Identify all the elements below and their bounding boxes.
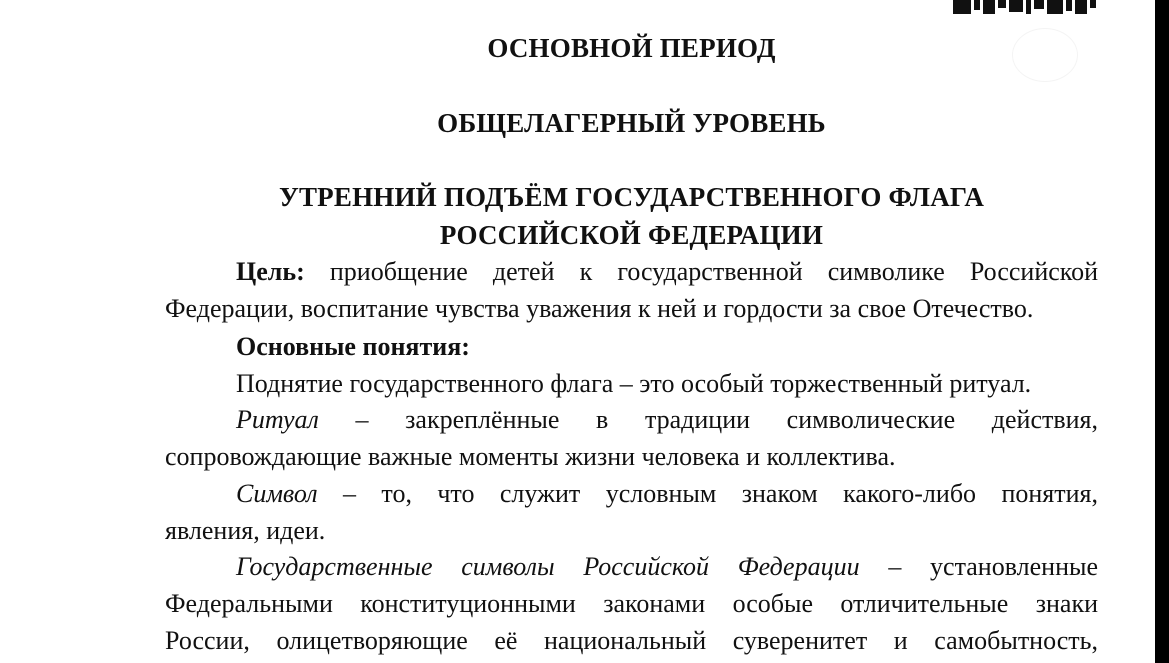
heading-period: ОСНОВНОЙ ПЕРИОД [487, 33, 776, 63]
flag-ritual-paragraph [165, 365, 1098, 402]
state-symbols-line-1 [165, 548, 1098, 585]
heading-level: ОБЩЕЛАГЕРНЫЙ УРОВЕНЬ [437, 108, 826, 138]
symbol-term: Символ [236, 479, 318, 508]
goal-line-2: Федерации, воспитание чувства уважения к ней и гордости за свое Отечество. [165, 294, 1034, 323]
state-symbols-paragraph [165, 548, 1098, 659]
ritual-paragraph [165, 401, 1098, 475]
state-symbols-line-2: Федеральными конституционными законами особые отличительные знаки [165, 589, 1098, 618]
scan-edge-border [1155, 0, 1169, 663]
goal-paragraph [165, 253, 1098, 327]
heading-title-line2: РОССИЙСКОЙ ФЕДЕРАЦИИ [439, 220, 824, 250]
state-symbols-text-1: – установленные [859, 552, 1098, 581]
state-symbols-line-3: России, олицетворяющие её национальный суверенитет и самобытность, [165, 626, 1098, 655]
symbol-text-1: – то, что служит условным знаком какого-либо понятия, [317, 479, 1098, 508]
flag-ritual-text: Поднятие государственного флага – это особый торжественный ритуал. [236, 369, 1032, 398]
concepts-heading: Основные понятия: [236, 332, 470, 361]
goal-label: Цель: [236, 257, 305, 286]
goal-line-1 [165, 253, 1098, 290]
ritual-text-1: – закреплённые в традиции символические действия, [318, 405, 1098, 434]
symbol-paragraph [165, 475, 1098, 549]
ritual-line-2: сопровождающие важные моменты жизни человека и коллектива. [165, 442, 896, 471]
symbol-line-2: явления, идеи. [165, 516, 326, 545]
heading-title-line1: УТРЕННИЙ ПОДЪЁМ ГОСУДАРСТВЕННОГО ФЛАГА [278, 182, 985, 212]
symbol-line-1 [165, 475, 1098, 512]
concepts-heading-row [165, 328, 1098, 365]
ritual-line-1 [165, 401, 1098, 438]
qr-code-fragment [953, 0, 1101, 16]
state-symbols-term: Государственные символы Российской Федерации [236, 552, 860, 581]
ritual-term: Ритуал [236, 405, 319, 434]
goal-text-1: приобщение детей к государственной символике Российской [329, 257, 1099, 286]
